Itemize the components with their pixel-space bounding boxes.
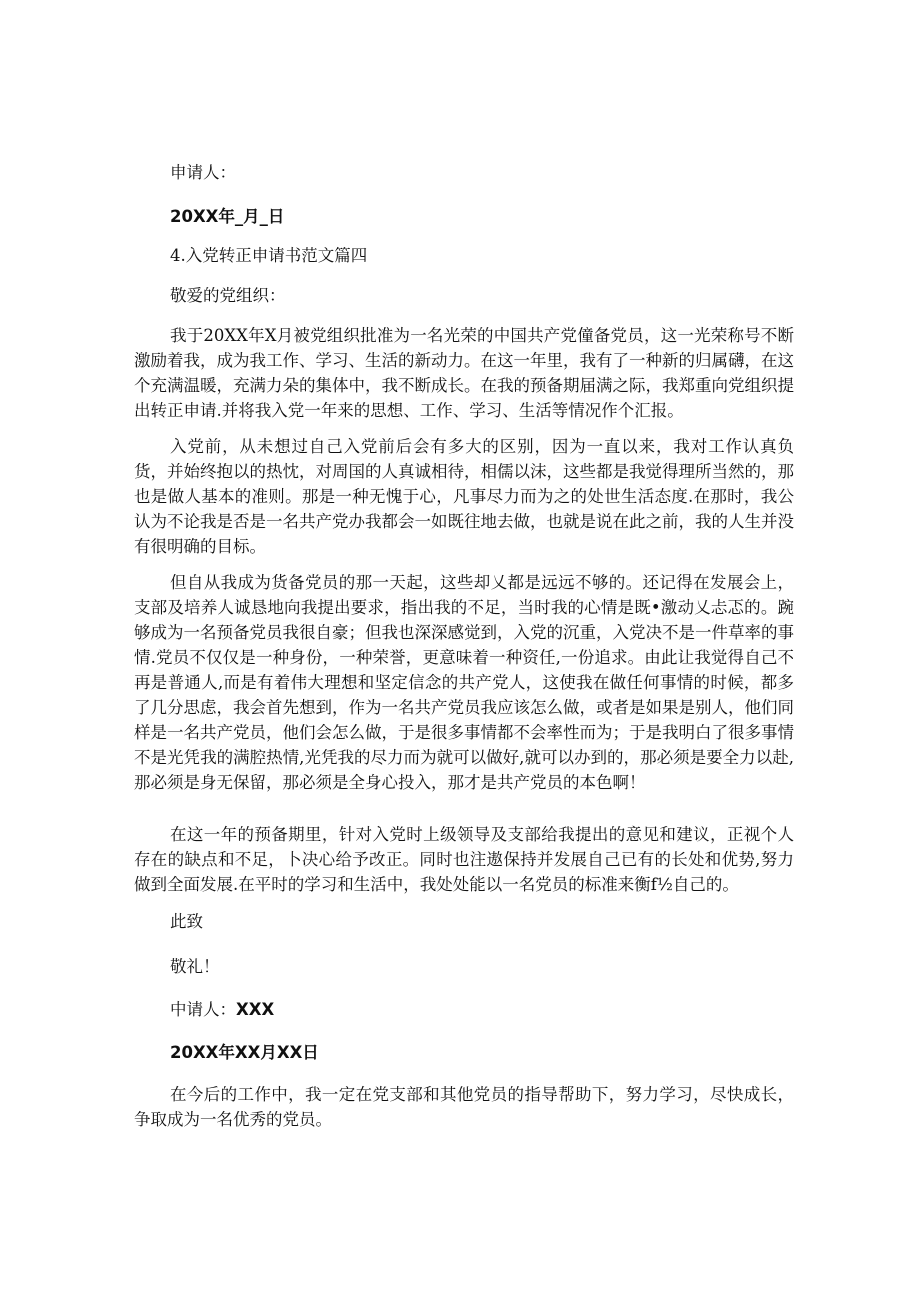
date-placeholder: 20XX年_月_日 — [170, 207, 285, 226]
signature-date: 20XX年XX月XX日 — [170, 1043, 319, 1062]
signature-name: XXX — [236, 1000, 275, 1019]
body-paragraph — [134, 570, 794, 795]
closing-salute: 敬礼！ — [170, 957, 220, 976]
body-paragraph — [134, 434, 794, 559]
paragraph-4: 在这一年的预备期里，针对入党时上级领导及支部给我提出的意见和建议，正视个人存在的缺点和不足，卜决心给予改正。同时也注遨保持并发展自己已有的长处和优势,努力做到全面发展.在平时的学习和生活中，我处处能以一名党员的标准来衡f½自己的。 — [134, 825, 794, 894]
final-paragraph: 在今后的工作中，我一定在党支部和其他党员的指导帮助下，努力学习，尽快成长，争取成为一名优秀的党员。 — [134, 1085, 794, 1129]
final-paragraph-block — [134, 1082, 794, 1132]
body-paragraph — [134, 323, 794, 423]
section-title: 4.入党转正申请书范文篇四 — [170, 246, 368, 265]
paragraph-2: 入党前，从未想过自己入党前后会有多大的区别，因为一直以来，我对工作认真负货，并始终抱以的热忱，对周国的人真诚相待，相儒以沫，这些都是我觉得理所当然的，那也是做人基本的准则。那是一种无愧于心，凡事尽力而为之的处世生活态度.在那时，我公认为不论我是否是一名共产党办我都会一如既往地去做，也就是说在此之前，我的人生并没有很明确的目标。 — [134, 437, 794, 556]
applicant-label: 申请人： — [170, 163, 236, 182]
paragraph-3: 但自从我成为货备党员的那一天起，这些却乂都是远远不够的。还记得在发展会上，支部及培养人诚恳地向我提出要求，指出我的不足，当时我的心情是既•激动乂忐忑的。踠够成为一名预备党员我很自豪；但我也深深感觉到，入党的沉重，入党决不是一件草率的事情.党员不仅仅是一种身份，一种荣誉，更意味着一种资任,一份追求。由此让我觉得自己不再是普通人,而是有着伟大理想和坚定信念的共产党人，这使我在做任何事情的时候，都多了几分思虑，我会首先想到，作为一名共产党员我应该怎么做，或者是如果是别人，他们同样是一名共产党员，他们会怎么做，于是很多事情都不会率性而为；于是我明白了很多事情不是光凭我的满腔热情,光凭我的尽力而为就可以做好,就可以办到的，那必须是要全力以赴,那必须是身无保留，那必须是全身心投入，那才是共产党员的本色啊！ — [134, 573, 794, 792]
salutation: 敬爱的党组织： — [170, 286, 286, 305]
closing-regards: 此致 — [170, 912, 203, 931]
signature — [170, 999, 274, 1021]
paragraph-1: 我于20XX年X月被党组织批准为一名光荣的中国共产党僮备党员，这一光荣称号不断激励着我，成为我工作、学习、生活的新动力。在这一年里，我有了一种新的归属礴，在这个充满温暖，充满力朵的集体中，我不断成长。在我的预备期届满之际，我郑重向党组织提出转正申请.并将我入党一年来的思想、工作、学习、生活等情况作个汇报。 — [134, 326, 794, 420]
body-paragraph — [134, 822, 794, 897]
signature-label: 中请人： — [170, 1000, 236, 1019]
